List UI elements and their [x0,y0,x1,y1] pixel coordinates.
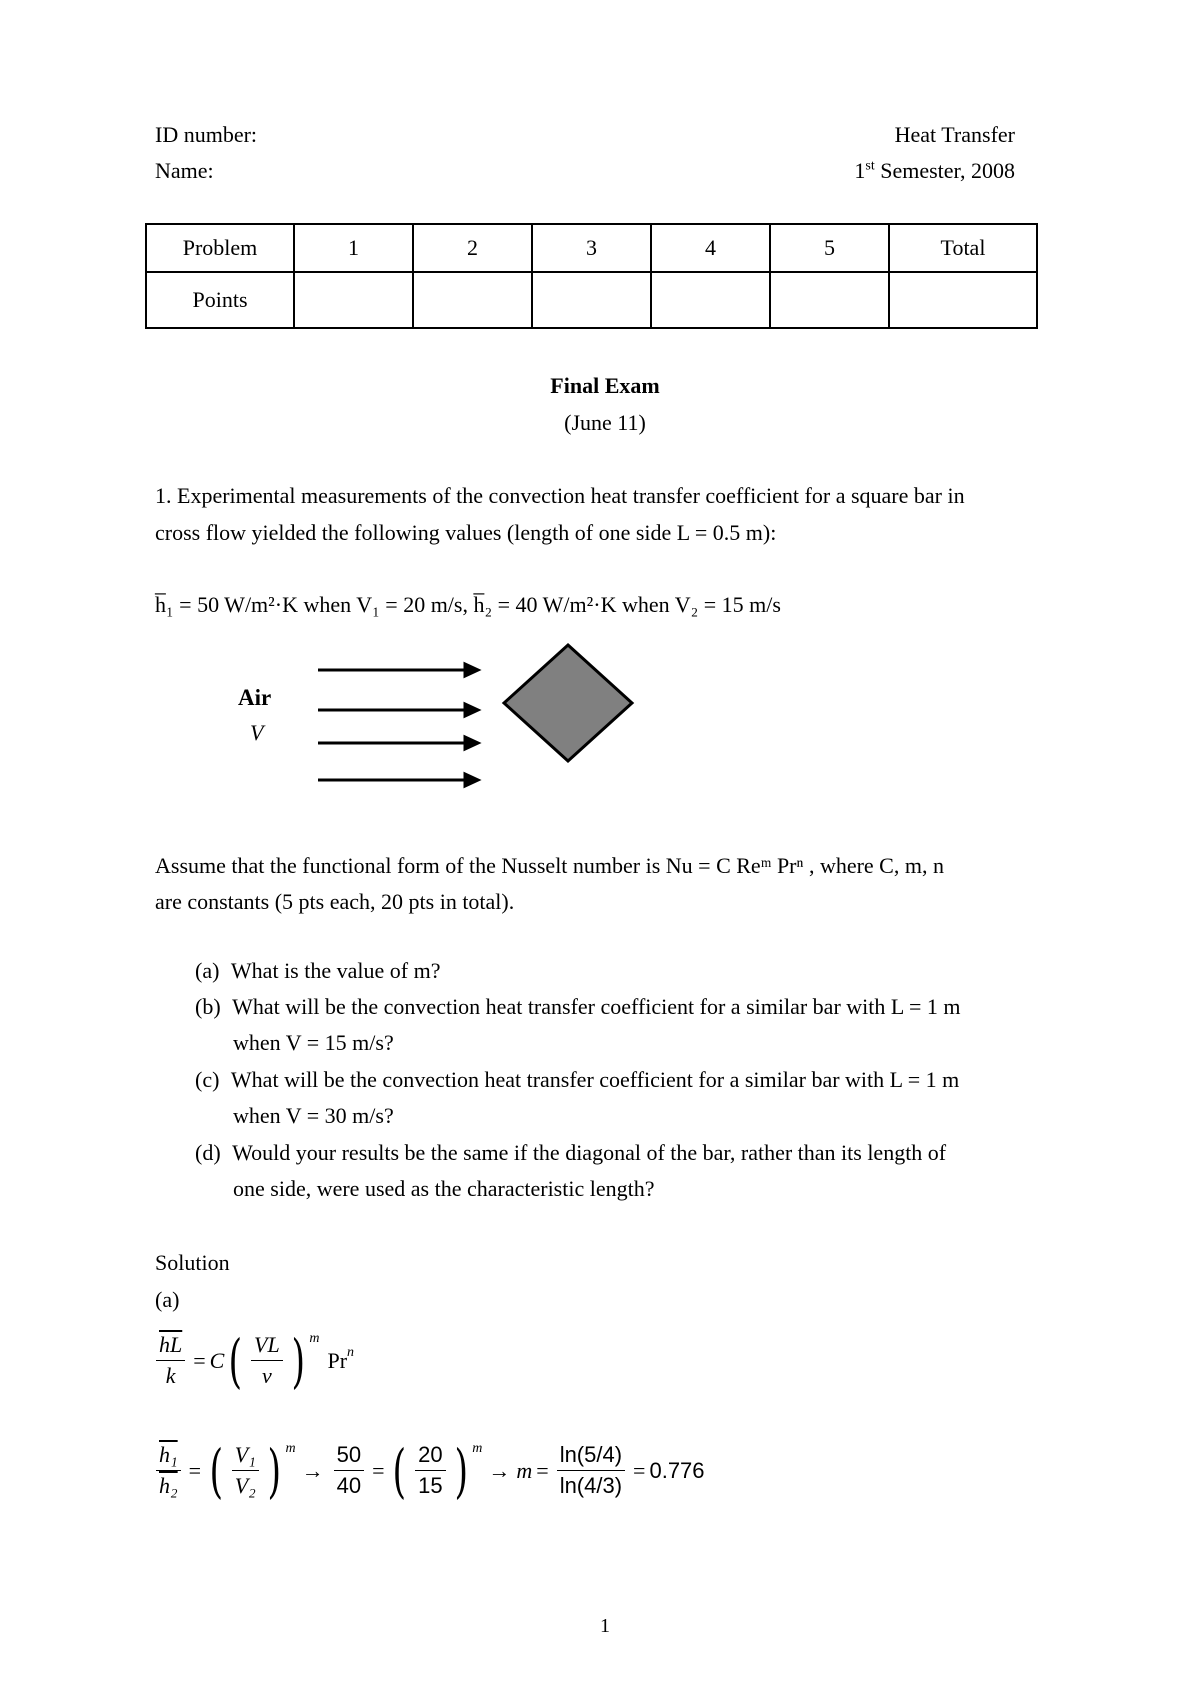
table-header: 5 [770,224,889,272]
points-cell[interactable] [770,272,889,328]
problem-1-intro-line-1: 1. Experimental measurements of the convection heat transfer coefficient for a square bar in [155,483,965,508]
id-number-label: ID number: [155,122,258,147]
given-values: h̅₁ = 50 W/m²·K when V₁ = 20 m/s, h̅₂ = 40 W/m²·K when V₂ = 15 m/s [155,592,781,617]
exam-title: Final Exam [550,373,660,398]
nusselt-equation: $\frac{\overline{hL}}{k}$ = C ( $\frac{VL}{\nu}$ ) $^m$ Pr $^n$ [152,1330,354,1391]
air-label: Air [238,685,272,710]
question-text: Would your results be the same if the diagonal of the bar, rather than its length of [232,1140,947,1165]
eq-constant: C [209,1347,225,1373]
table-header: 3 [532,224,651,272]
semester-number: 1 [854,158,866,183]
question-a [195,958,440,984]
eq2-den-40: 40 [336,1473,362,1498]
question-b-cont: when V = 15 m/s? [233,1030,394,1055]
arrow-head-icon [465,737,478,749]
arrow-icon: → [301,1457,324,1483]
ratio-equation: $\frac{\text{h₁}}{\text{h₂}}$ = ( $\frac{\text{V₁}}{\text{V₂}}$ ) $^m$ → $\frac{50}{40}$ = ( $\frac{20}{15}$ ) $^m$ → m = $\frac{\ln(5/4)}{\ln(4/3)}$ = 0.776 [152,1440,705,1501]
points-cell[interactable] [532,272,651,328]
question-label: (d) [195,1140,221,1165]
score-table [145,223,1038,329]
question-label: (b) [195,994,221,1019]
exam-date: (June 11) [564,410,646,435]
eq2-ln-denominator: ln(4/3) [559,1473,623,1498]
question-label: (a) [195,958,220,983]
solution-part-a: (a) [155,1287,180,1312]
question-b [195,994,961,1020]
eq-inner-numerator: VL [251,1330,283,1361]
eq2-h1: h₁ [156,1440,181,1471]
arrow-icon: → [488,1457,511,1483]
table-header: 4 [651,224,770,272]
table-header: 1 [294,224,413,272]
arrow-head-icon [465,774,478,786]
question-d [195,1140,946,1166]
points-label: Points [146,272,294,328]
question-d-cont: one side, were used as the characteristic length? [233,1176,655,1201]
eq2-v2: V₂ [234,1473,256,1498]
cross-flow-figure [310,640,750,790]
table-header: 2 [413,224,532,272]
eq-denominator: k [165,1363,176,1388]
table-header: Problem [146,224,294,272]
eq-numerator: $\overline{hL}$ [156,1330,185,1361]
name-label: Name: [155,158,214,183]
eq2-h2: h₂ [159,1473,178,1498]
semester-label [854,158,1015,184]
problem-1-intro-line-2: cross flow yielded the following values (length of one side L = 0.5 m): [155,520,777,545]
eq-prandtl: Pr [327,1347,348,1373]
arrow-head-icon [465,704,478,716]
points-cell[interactable] [294,272,413,328]
page-number: 1 [600,1615,610,1637]
course-title: Heat Transfer [894,122,1015,147]
question-label: (c) [195,1067,220,1092]
question-c [195,1067,959,1093]
eq2-num-20: 20 [415,1440,445,1471]
eq2-result: 0.776 [649,1457,705,1483]
semester-suffix: st [865,158,875,174]
eq2-den-15: 15 [418,1473,443,1498]
question-text: What is the value of m? [230,958,441,983]
solution-heading: Solution [155,1250,230,1275]
eq2-num-50: 50 [334,1440,364,1471]
eq-inner-denominator: ν [261,1363,272,1388]
question-text: What will be the convection heat transfer coefficient for a similar bar with L = 1 m [230,1067,960,1092]
velocity-label: V [250,720,264,745]
points-cell[interactable] [413,272,532,328]
semester-text: Semester, 2008 [874,158,1015,183]
assumption-line-2: are constants (5 pts each, 20 pts in total). [155,889,515,914]
assumption-line-1: Assume that the functional form of the Nusselt number is Nu = C Reᵐ Prⁿ , where C, m, n [155,853,944,878]
eq2-ln-numerator: ln(5/4) [557,1440,625,1471]
question-text: What will be the convection heat transfer coefficient for a similar bar with L = 1 m [232,994,961,1019]
table-header: Total [889,224,1037,272]
eq2-v1: V₁ [232,1440,259,1471]
square-bar-shape [504,645,632,761]
points-cell[interactable] [889,272,1037,328]
arrow-head-icon [465,664,478,676]
question-c-cont: when V = 30 m/s? [233,1103,394,1128]
points-cell[interactable] [651,272,770,328]
